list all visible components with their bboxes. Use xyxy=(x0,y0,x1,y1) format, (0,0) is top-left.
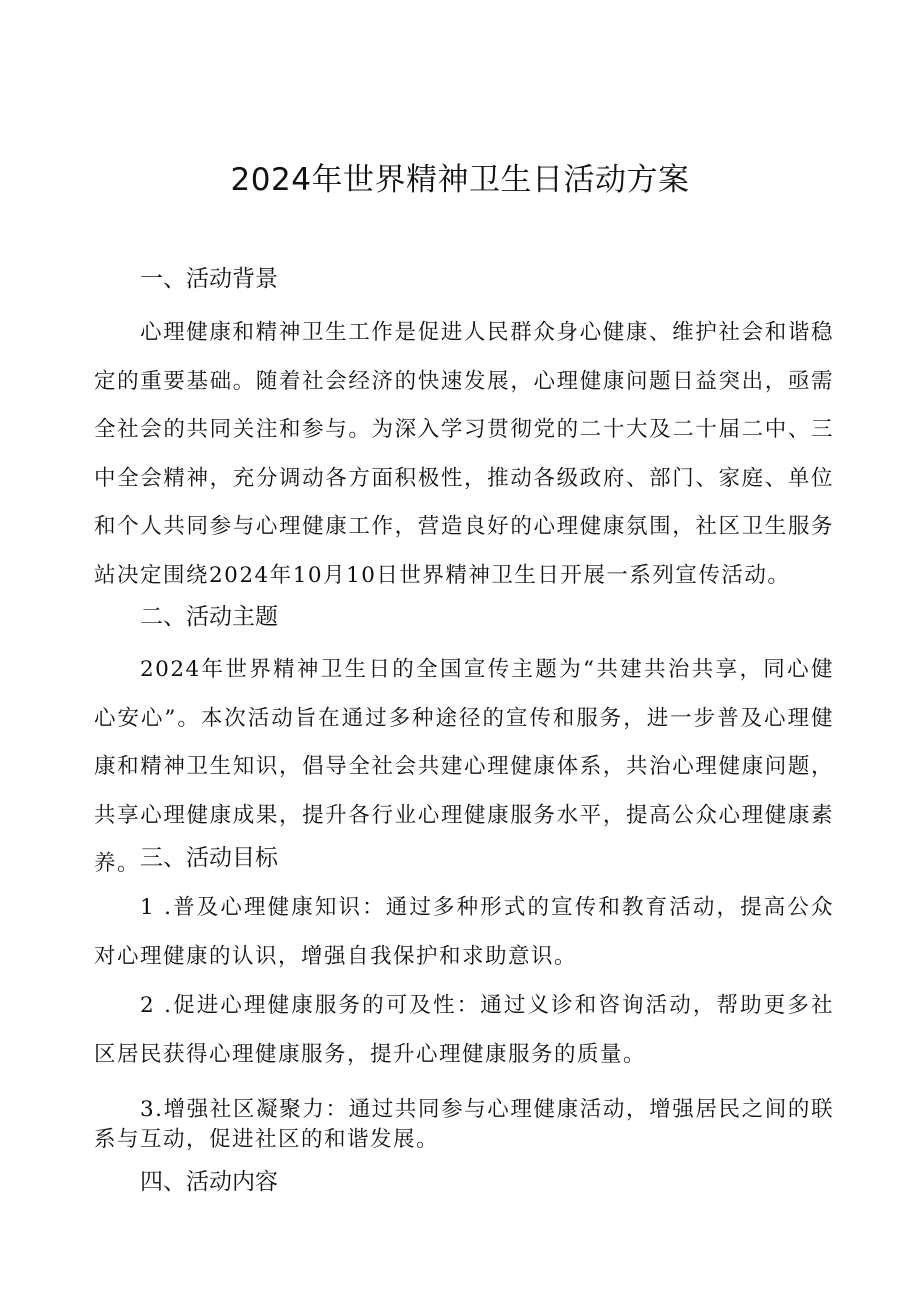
goal-item-3: 3.增强社区凝聚力：通过共同参与心理健康活动，增强居民之间的联系与互动，促进社区的和谐发展。 xyxy=(94,1097,834,1152)
paragraph-background: 心理健康和精神卫生工作是促进人民群众身心健康、维护社会和谐稳定的重要基础。随着社会经济的快速发展，心理健康问题日益突出，亟需全社会的共同关注和参与。为深入学习贯彻党的二十大及二十届二中、三中全会精神，充分调动各方面积极性，推动各级政府、部门、家庭、单位和个人共同参与心理健康工作，营造良好的心理健康氛围，社区卫生服务站决定围绕2024年10月10日世界精神卫生日开展一系列宣传活动。 xyxy=(94,320,834,588)
paragraph-theme: 2024年世界精神卫生日的全国宣传主题为“共建共治共享，同心健心安心”。本次活动旨在通过多种途径的宣传和服务，进一步普及心理健康和精神卫生知识，倡导全社会共建心理健康体系，共治心理健康问题，共享心理健康成果，提升各行业心理健康服务水平，提高公众心理健康素养。 xyxy=(94,657,834,876)
section-heading-theme: 二、活动主题 xyxy=(140,604,278,630)
section-heading-content: 四、活动内容 xyxy=(140,1169,278,1195)
goal-item-2: 2 .促进心理健康服务的可及性：通过义诊和咨询活动，帮助更多社区居民获得心理健康服务，提升心理健康服务的质量。 xyxy=(94,993,834,1067)
goal-item-1: 1 .普及心理健康知识：通过多种形式的宣传和教育活动，提高公众对心理健康的认识，增强自我保护和求助意识。 xyxy=(94,895,834,969)
section-heading-background: 一、活动背景 xyxy=(140,266,278,292)
section-heading-goals: 三、活动目标 xyxy=(140,845,278,871)
document-title: 2024年世界精神卫生日活动方案 xyxy=(230,162,690,198)
